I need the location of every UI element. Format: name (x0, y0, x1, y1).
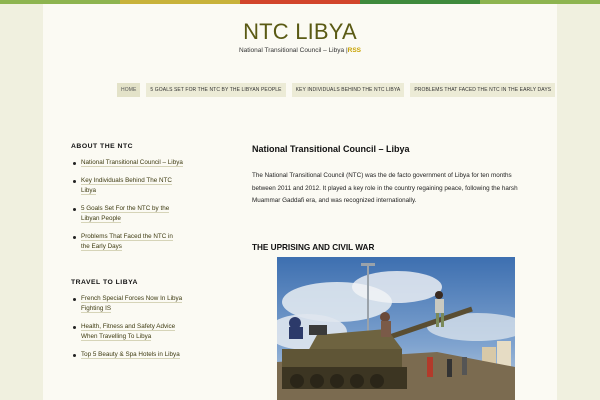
travel-link-health[interactable]: Health, Fitness and Safety Advice When Travelling To Libya (81, 322, 176, 340)
site-title[interactable]: NTC LIBYA (243, 19, 357, 44)
about-link-problems[interactable]: Problems That Faced the NTC in the Early Days (81, 232, 173, 250)
nav-item-home[interactable]: HOME (117, 83, 140, 97)
post-title: National Transitional Council – Libya (252, 144, 410, 154)
list-item (81, 322, 183, 343)
site-tagline (43, 47, 557, 54)
rss-link[interactable]: RSS (347, 47, 362, 54)
widget-title-travel: TRAVEL TO LIBYA (71, 278, 138, 286)
list-item (81, 158, 183, 169)
widget-travel (71, 279, 221, 361)
section-heading: THE UPRISING AND CIVIL WAR (252, 242, 375, 252)
list-item (81, 232, 183, 253)
nav-item-5-goals[interactable]: 5 GOALS SET FOR THE NTC BY THE LIBYAN PEOPLE (146, 83, 285, 97)
nav-item-problems[interactable]: PROBLEMS THAT FACED THE NTC IN THE EARLY DAYS (410, 83, 555, 97)
list-item (81, 350, 183, 361)
about-link-goals[interactable]: 5 Goals Set For the NTC by the Libyan People (81, 204, 170, 222)
widget-title-about: ABOUT THE NTC (71, 143, 134, 150)
about-link-ntc[interactable]: National Transitional Council – Libya (81, 159, 183, 166)
main-navigation (117, 83, 555, 97)
post-body: The National Transitional Council (NTC) was the de facto government of Libya for ten months between 2011 and 2012. It played a key role in the country regaining peace, following the harsh Muammar Gaddafi era, and was recognized internationally. (252, 172, 518, 204)
travel-list (71, 294, 221, 361)
list-item (81, 204, 183, 225)
list-item (81, 176, 183, 197)
photo-tank-scene (277, 257, 515, 400)
travel-link-french-forces[interactable]: French Special Forces Now In Libya Fighting IS (81, 294, 183, 312)
tagline-separator: | (345, 47, 348, 54)
post-photo (277, 257, 515, 400)
list-item (81, 294, 183, 315)
tagline-text: National Transitional Council – Libya (238, 47, 345, 54)
widget-about (71, 143, 221, 253)
about-list (71, 158, 221, 253)
main-content (252, 144, 532, 252)
sidebar (71, 143, 221, 367)
about-link-key-individuals[interactable]: Key Individuals Behind The NTC Libya (81, 176, 172, 194)
travel-link-hotels[interactable]: Top 5 Beauty & Spa Hotels in Libya (81, 350, 180, 358)
page-container (43, 4, 557, 400)
nav-item-key-individuals[interactable]: KEY INDIVIDUALS BEHIND THE NTC LIBYA (292, 83, 405, 97)
